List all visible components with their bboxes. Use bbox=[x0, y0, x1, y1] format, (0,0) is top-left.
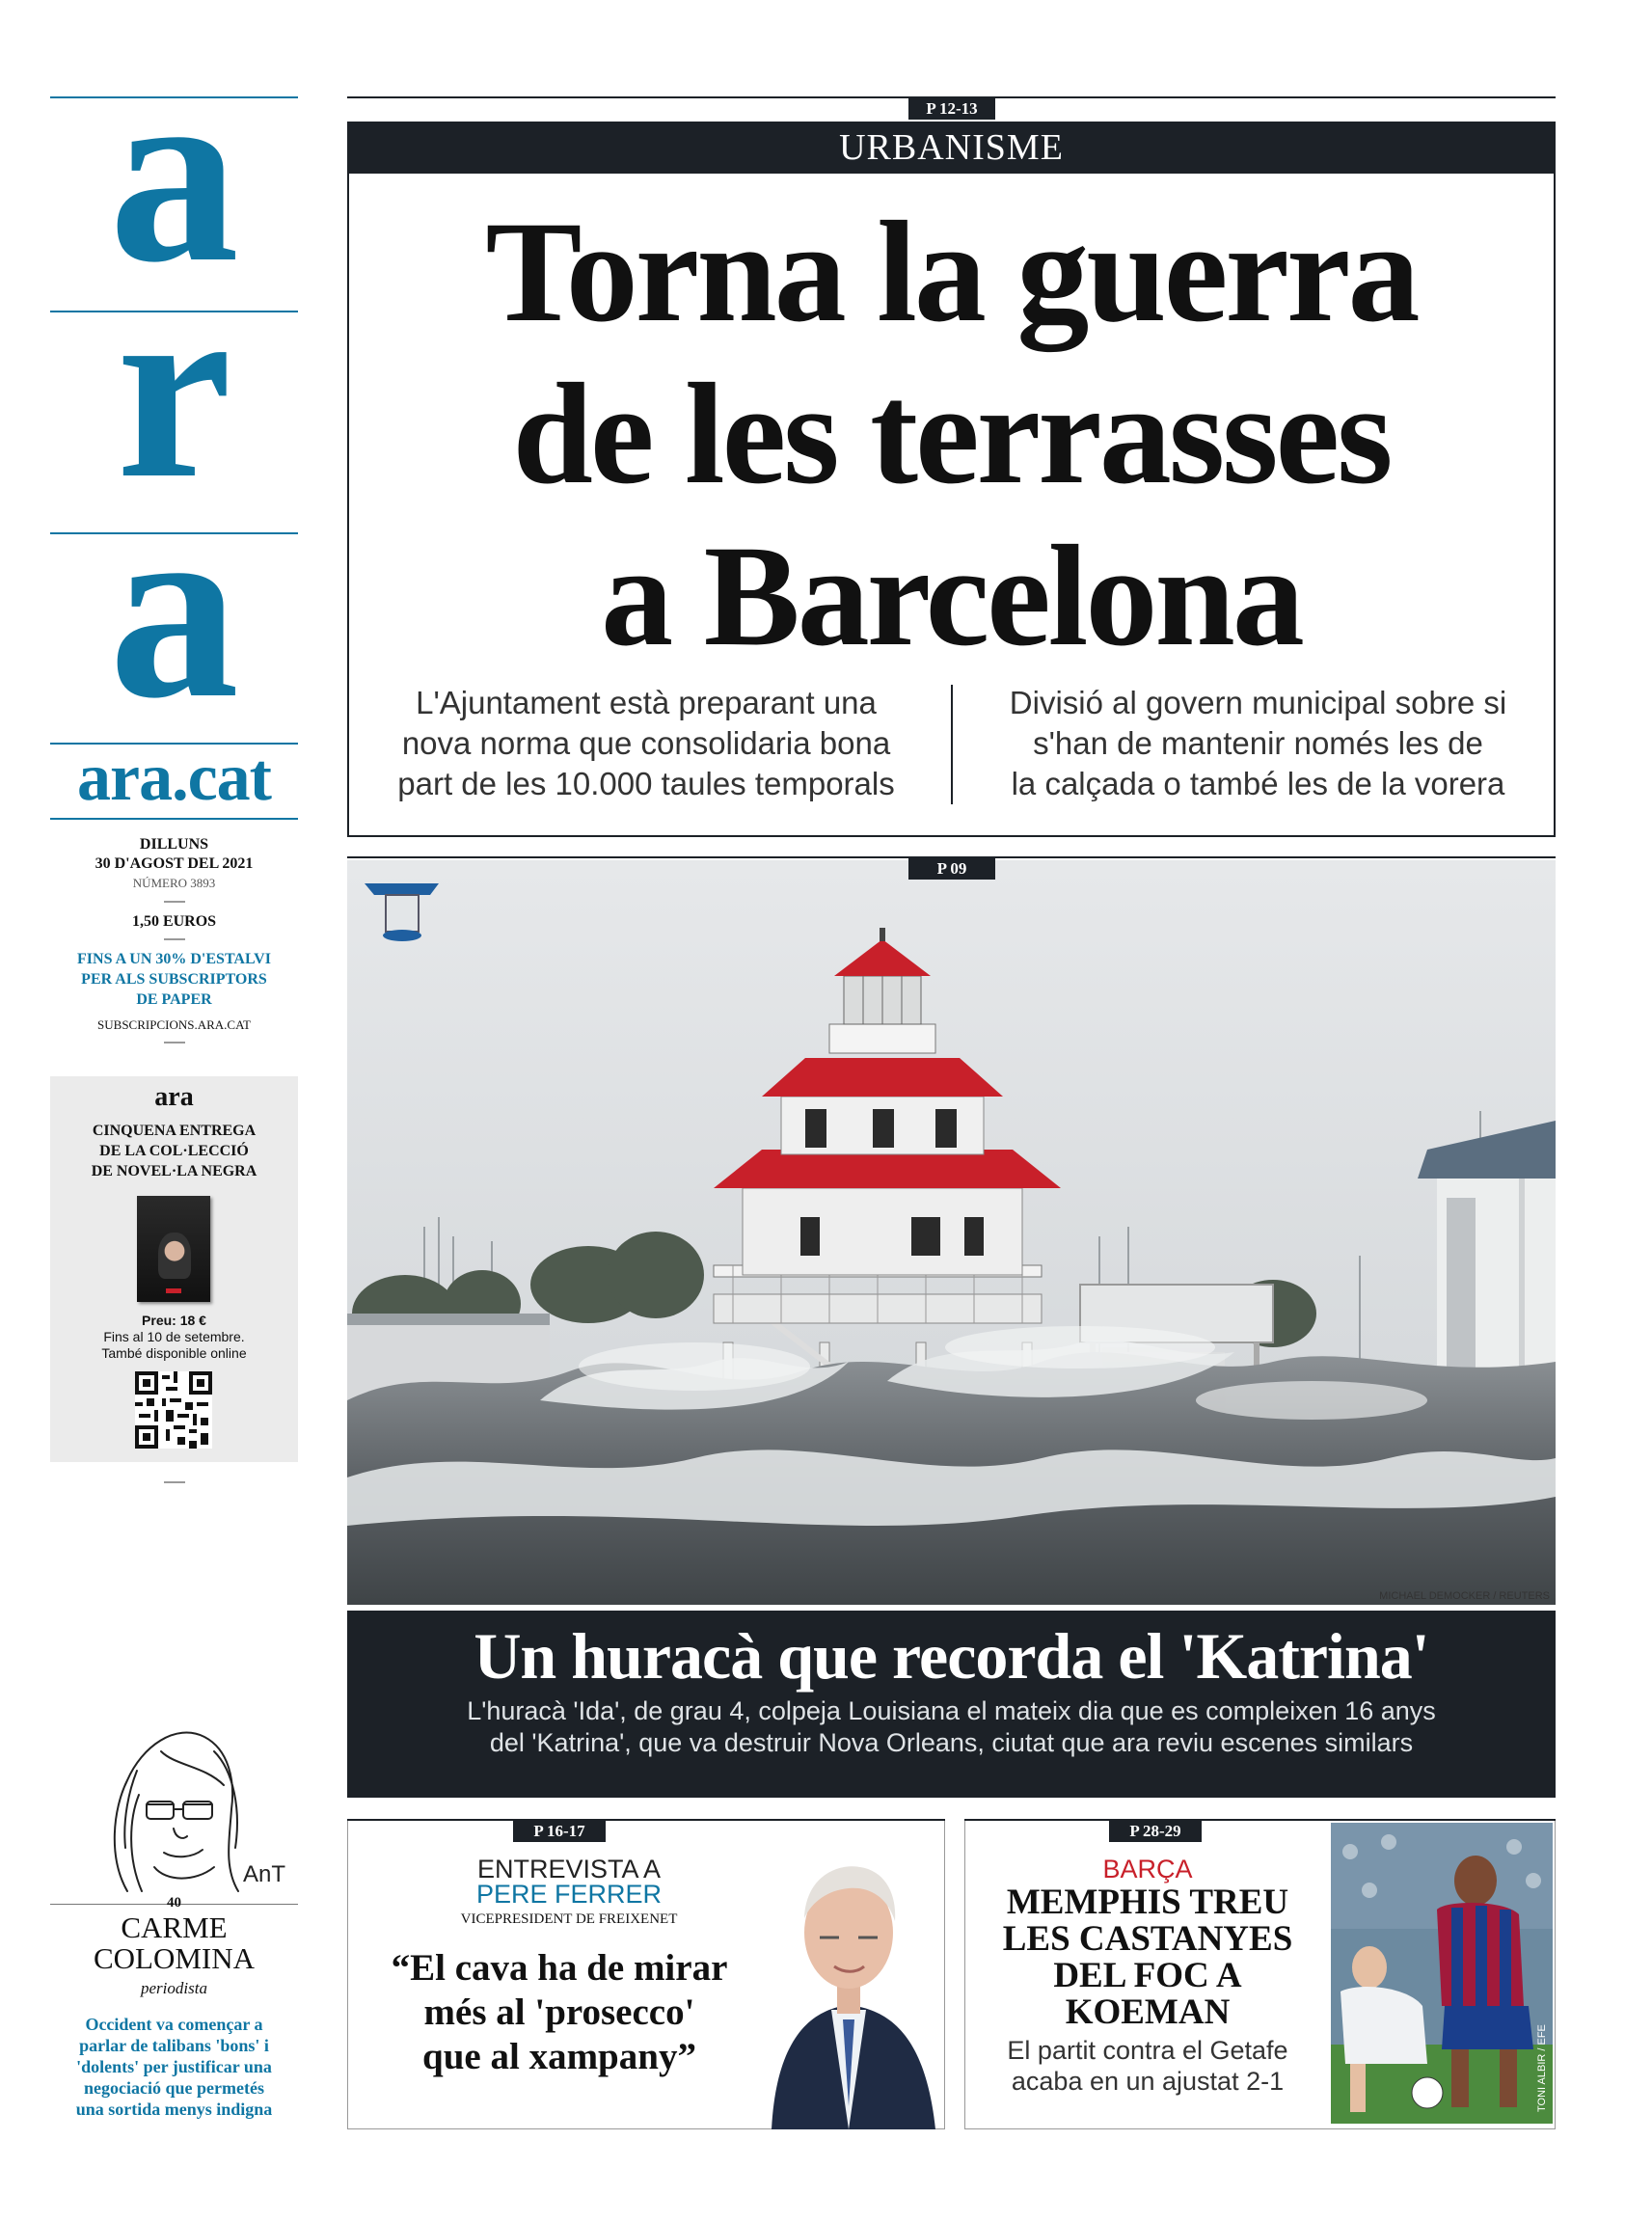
divider bbox=[164, 1042, 185, 1043]
subscribe-url[interactable]: SUBSCRIPCIONS.ARA.CAT bbox=[97, 1017, 251, 1032]
logo-letter-text: a bbox=[109, 538, 239, 741]
lead-title-line-1[interactable]: Torna la guerra bbox=[485, 192, 1418, 352]
lead-story[interactable] bbox=[347, 95, 1556, 837]
deck-line: s'han de mantenir només les de bbox=[1033, 725, 1483, 761]
lead-title-line-3[interactable]: a Barcelona bbox=[601, 516, 1302, 676]
sport-title-line-2: LES CASTANYES bbox=[1002, 1919, 1293, 1959]
interview-portrait bbox=[752, 1817, 945, 2129]
sport-section: BARÇA bbox=[1102, 1855, 1193, 1883]
photo-story-summary-2: del 'Katrina', que va destruir Nova Orleans, ciutat que ara reviu escenes similars bbox=[489, 1728, 1414, 1757]
deck-line: la calçada o també les de la vorera bbox=[1011, 766, 1505, 801]
site-url[interactable]: ara.cat bbox=[77, 741, 271, 815]
logo-letter-text: r bbox=[116, 316, 232, 528]
sport-deck-line-1: El partit contra el Getafe bbox=[1007, 2036, 1288, 2065]
teaser-line: parlar de talibans 'bons' i bbox=[79, 2036, 269, 2055]
edition-issue: NÚMERO 3893 bbox=[132, 876, 216, 890]
logo-letter-r bbox=[50, 316, 298, 528]
teaser-line: Occident va començar a bbox=[85, 2015, 263, 2034]
columnist-name-line-2: COLOMINA bbox=[93, 1941, 256, 1975]
site-rule bbox=[50, 818, 298, 820]
sport-photo-credit: TONI ALBIR / EFE bbox=[1536, 2024, 1548, 2112]
columnist-caricature bbox=[69, 1713, 286, 1896]
deck-line: L'Ajuntament està preparant una bbox=[416, 685, 877, 720]
edition-price: 1,50 EUROS bbox=[131, 913, 217, 930]
divider bbox=[164, 1481, 185, 1483]
promo-line-3: DE NOVEL·LA NEGRA bbox=[91, 1163, 257, 1179]
columnist-name-line-1: CARME bbox=[121, 1910, 228, 1944]
teaser-line: 'dolents' per justificar una bbox=[76, 2057, 272, 2076]
sport-title-line-1: MEMPHIS TREU bbox=[1006, 1883, 1289, 1922]
deck-divider bbox=[951, 685, 953, 804]
interview-kicker: ENTREVISTA A bbox=[476, 1855, 662, 1883]
edition-day: DILLUNS bbox=[139, 836, 209, 853]
logo-letter-a2 bbox=[50, 538, 298, 741]
lead-section: URBANISME bbox=[839, 127, 1064, 168]
deck-line: nova norma que consolidaria bona bbox=[401, 725, 891, 761]
hurricane-photo bbox=[347, 860, 1556, 1605]
lead-deck-right bbox=[976, 683, 1540, 804]
photo-page-ref[interactable]: P 09 bbox=[908, 858, 995, 880]
deck-line: Divisió al govern municipal sobre si bbox=[1009, 685, 1507, 720]
qr-code[interactable] bbox=[135, 1371, 212, 1449]
promo-online: També disponible online bbox=[101, 1345, 247, 1361]
logo-rule-1 bbox=[50, 311, 298, 312]
photo-story[interactable] bbox=[347, 854, 1556, 1798]
divider bbox=[164, 938, 185, 940]
promo-brand: ara bbox=[154, 1082, 194, 1112]
interview-role: VICEPRESIDENT DE FREIXENET bbox=[460, 1911, 678, 1927]
interview-person: PERE FERRER bbox=[475, 1880, 663, 1909]
logo-rule-2 bbox=[50, 532, 298, 534]
photo-caption-bar[interactable] bbox=[347, 1611, 1556, 1798]
sport-photo bbox=[1331, 1823, 1553, 2124]
subscribe-line-3: DE PAPER bbox=[136, 991, 212, 1008]
promo-line-1: CINQUENA ENTREGA bbox=[92, 1123, 257, 1139]
subscribe-line-2: PER ALS SUBSCRIPTORS bbox=[81, 971, 267, 988]
photo-story-title: Un huracà que recorda el 'Katrina' bbox=[474, 1619, 1429, 1693]
teaser-line: negociació que permetés bbox=[84, 2078, 264, 2098]
lead-page-ref[interactable]: P 12-13 bbox=[908, 98, 995, 120]
lead-title-line-2[interactable]: de les terrasses bbox=[512, 354, 1391, 514]
columnist-role: periodista bbox=[141, 1979, 207, 1997]
sport-title-line-3: DEL FOC A bbox=[1053, 1956, 1242, 1995]
caricature-signature: AnT bbox=[243, 1861, 286, 1887]
sport-story[interactable] bbox=[964, 1817, 1556, 2129]
promo-price: Preu: 18 € bbox=[142, 1313, 206, 1328]
columnist-page: 40 bbox=[167, 1895, 181, 1910]
masthead-top-rule bbox=[50, 96, 298, 98]
promo-line-2: DE LA COL·LECCIÓ bbox=[99, 1143, 249, 1159]
photo-credit: MICHAEL DEMOCKER / REUTERS bbox=[1379, 1590, 1550, 1602]
sport-title-line-4: KOEMAN bbox=[1065, 1992, 1231, 2032]
columnist-teaser[interactable] bbox=[50, 2014, 298, 2120]
book-cover-red-mark bbox=[166, 1288, 181, 1293]
photo-story-summary-1: L'huracà 'Ida', de grau 4, colpeja Louisiana el mateix dia que es compleixen 16 anys bbox=[467, 1696, 1436, 1725]
interview-quote-line-1: “El cava ha de mirar bbox=[391, 1947, 728, 1989]
book-cover-image bbox=[137, 1196, 210, 1302]
interview-quote-line-2: més al 'prosecco' bbox=[423, 1992, 695, 2033]
subscribe-line-1: FINS A UN 30% D'ESTALVI bbox=[77, 951, 271, 967]
interview-page-ref[interactable]: P 16-17 bbox=[513, 1821, 606, 1842]
promo-box[interactable] bbox=[50, 1076, 298, 1462]
sport-deck-line-2: acaba en un ajustat 2-1 bbox=[1011, 2067, 1285, 2096]
edition-date: 30 D'AGOST DEL 2021 bbox=[95, 855, 254, 872]
logo-letter-text: a bbox=[109, 102, 239, 305]
deck-line: part de les 10.000 taules temporals bbox=[397, 766, 895, 801]
divider bbox=[164, 901, 185, 903]
teaser-line: una sortida menys indigna bbox=[75, 2100, 273, 2119]
sport-page-ref[interactable]: P 28-29 bbox=[1109, 1821, 1202, 1842]
interview-story[interactable] bbox=[347, 1817, 945, 2129]
lead-section-bar bbox=[347, 122, 1556, 174]
book-cover-portrait bbox=[158, 1233, 191, 1279]
masthead bbox=[50, 93, 298, 2156]
logo-letter-a1 bbox=[50, 102, 298, 305]
interview-quote-line-3: que al xampany” bbox=[422, 2036, 696, 2077]
promo-until: Fins al 10 de setembre. bbox=[103, 1329, 245, 1344]
lead-deck-left bbox=[366, 683, 926, 804]
